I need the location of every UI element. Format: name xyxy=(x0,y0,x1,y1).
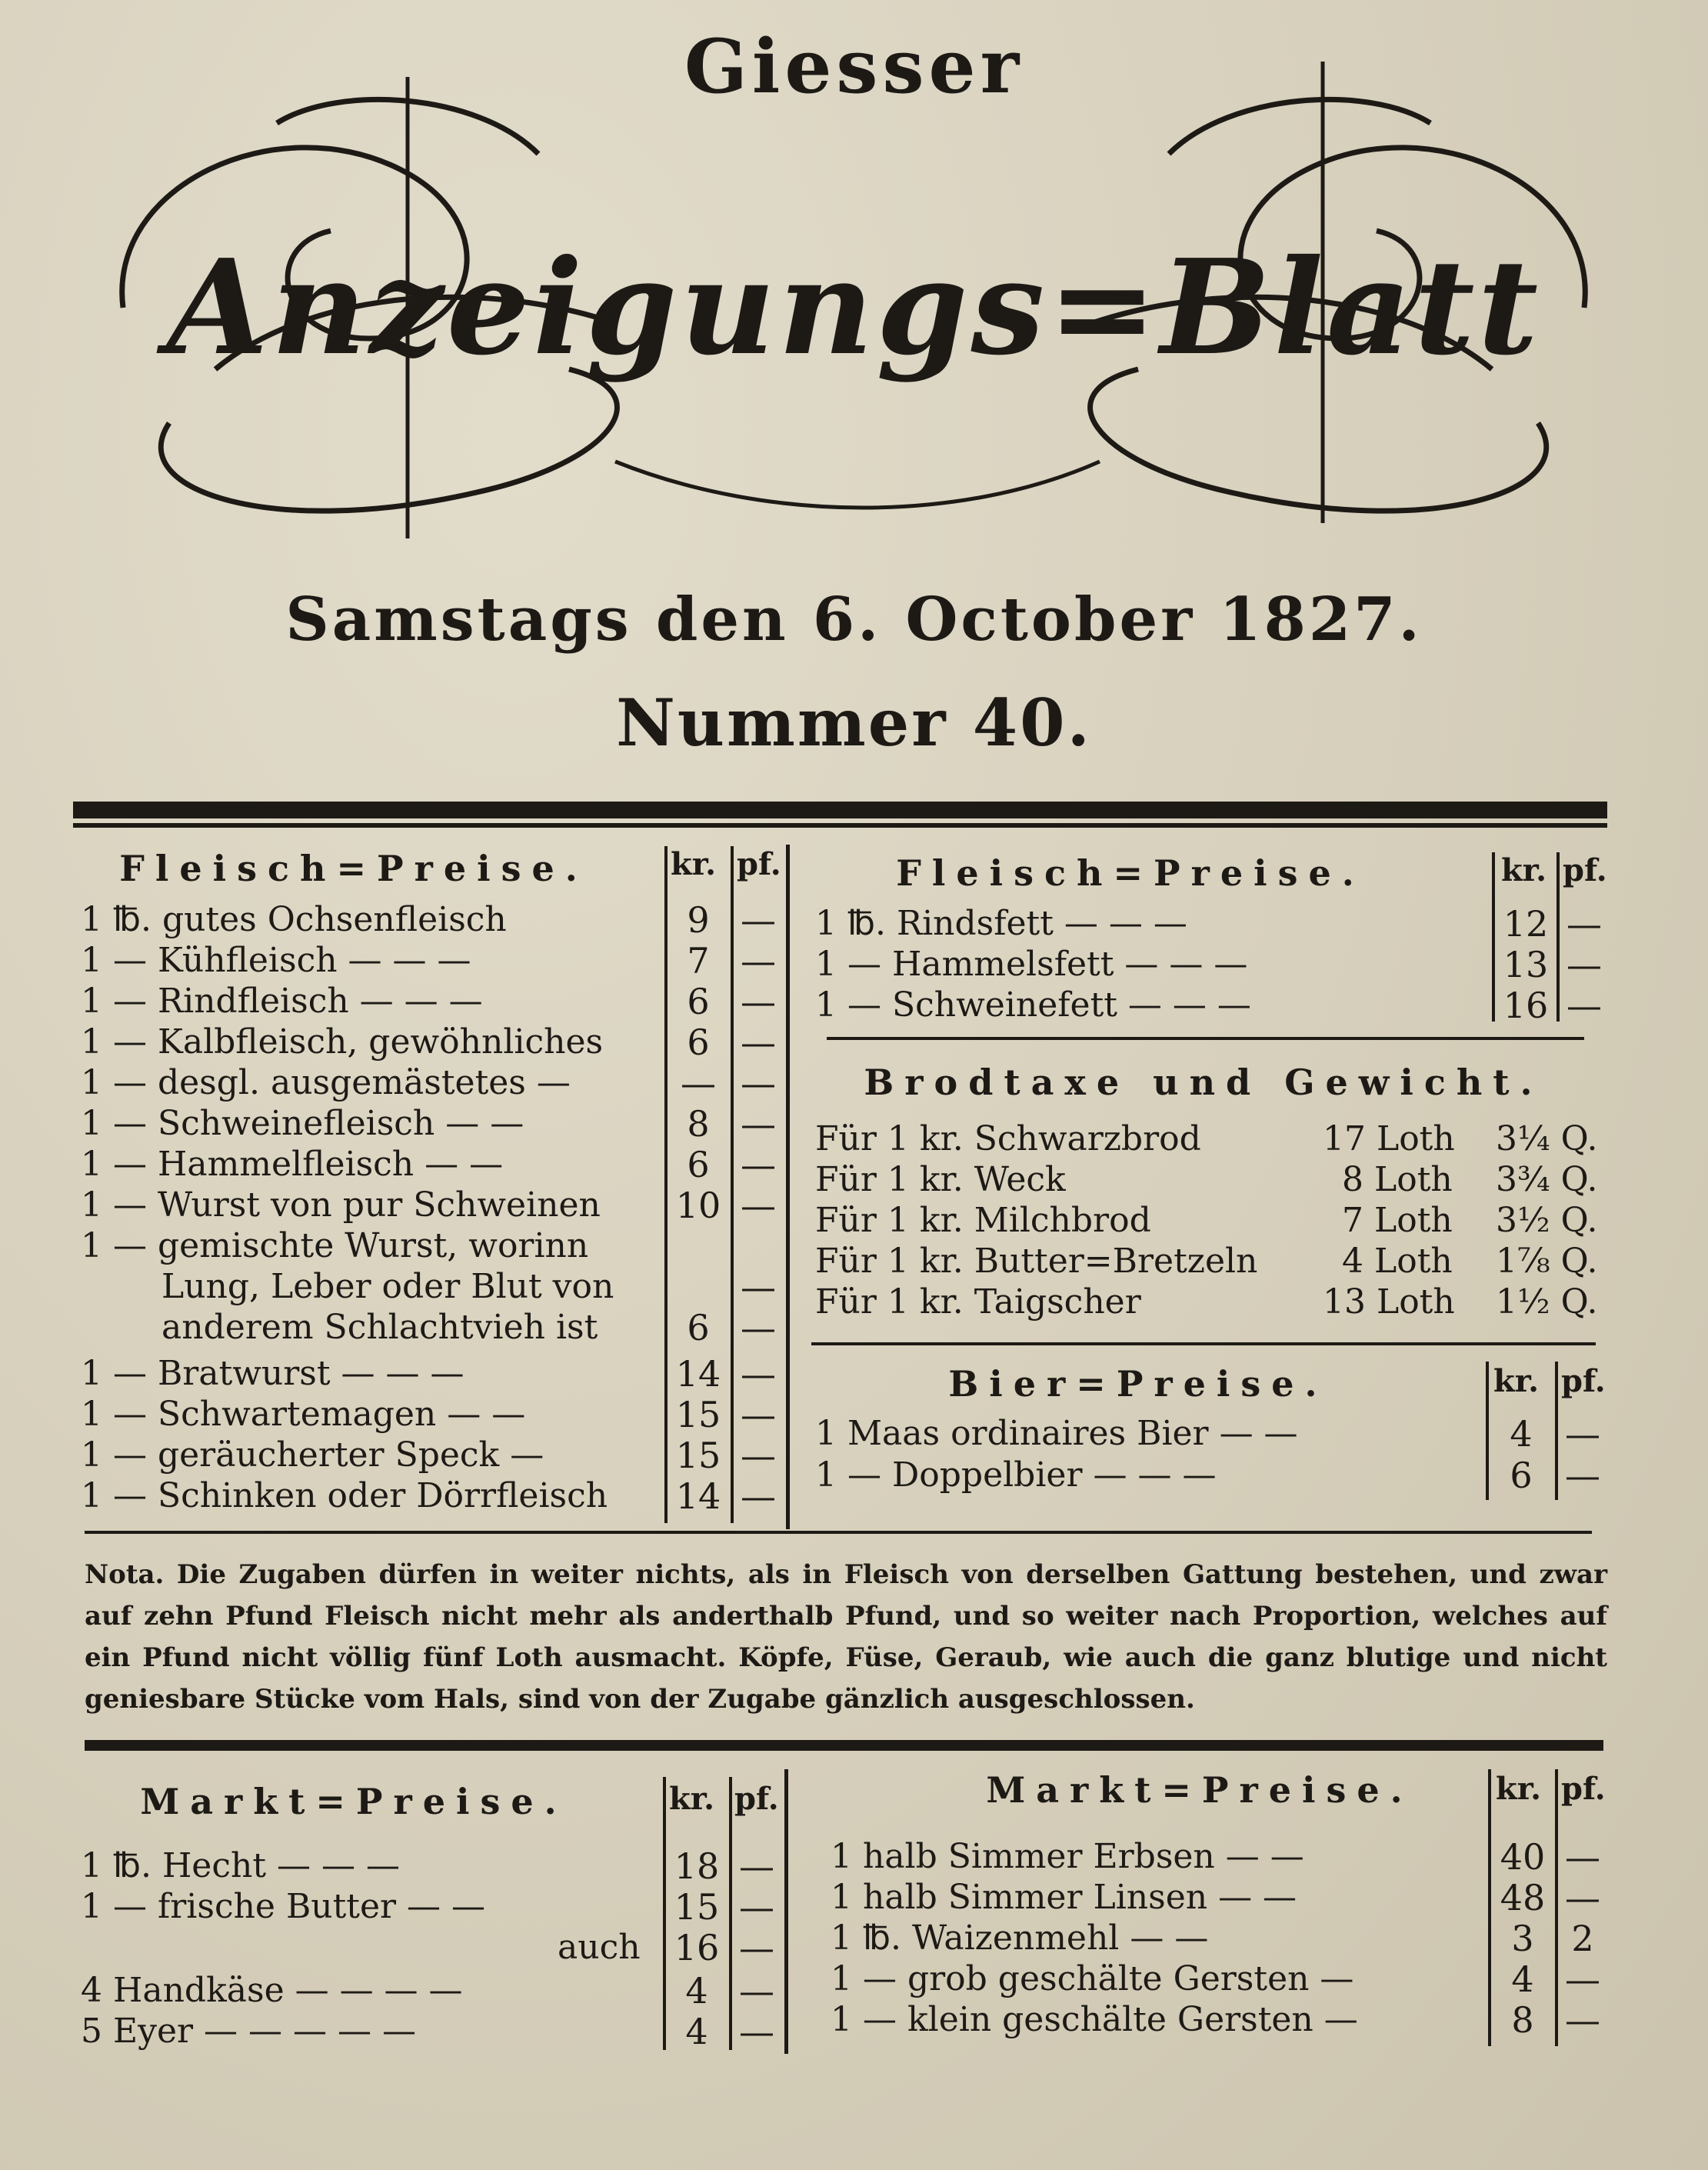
markt-right-row-label: 1 — grob geschälte Gersten — xyxy=(831,1959,1354,1998)
fleisch-left-title: Fleisch=Preise. xyxy=(119,848,588,889)
fleisch-left-row-pf: — xyxy=(741,1475,776,1517)
fleisch-left-row-pf: — xyxy=(741,899,776,941)
markt-left-row-kr: 15 xyxy=(674,1886,720,1928)
markt-left-row-label: 4 Handkäse — — — — xyxy=(81,1971,463,2010)
fleisch-left-row-kr: 9 xyxy=(687,899,710,941)
fleisch-left-row-pf: — xyxy=(741,1353,776,1395)
fleisch-left-row-pf: — xyxy=(741,1062,776,1104)
fleisch-left-row-label: 1 — Kalbfleisch, gewöhnliches xyxy=(81,1022,604,1062)
fleisch-left-row-kr: 6 xyxy=(687,1307,710,1348)
fleisch-left-row-label: Lung, Leber oder Blut von xyxy=(161,1267,614,1306)
fleisch-left-row-label: 1 — Schwartemagen — — xyxy=(81,1395,526,1434)
fleisch-left-row-kr: 7 xyxy=(687,940,710,982)
fleisch-left-row-pf: — xyxy=(741,1103,776,1145)
header-rule-thin xyxy=(73,823,1607,828)
markt-top-rule xyxy=(85,1740,1603,1751)
fleisch-left-row-pf: — xyxy=(741,1307,776,1348)
fleisch-left-row-kr: 14 xyxy=(675,1475,721,1517)
bier-row-kr: 4 xyxy=(1510,1413,1533,1455)
fleisch-left-row-label: 1 — Hammelfleisch — — xyxy=(81,1145,504,1184)
brod-top-rule xyxy=(827,1037,1584,1040)
markt-right-kr-header: kr. xyxy=(1496,1771,1542,1807)
fleisch-left-row-pf: — xyxy=(741,1394,776,1435)
markt-left-row-kr: 4 xyxy=(685,1970,708,2012)
brod-row-quentchen: 1⅞ Q. xyxy=(1496,1242,1598,1281)
markt-left-row-kr: 18 xyxy=(674,1845,720,1887)
brod-row-quentchen: 3¼ Q. xyxy=(1496,1119,1598,1158)
markt-left-row-label: 5 Eyer — — — — — xyxy=(81,2012,416,2051)
fleisch-left-row-pf: — xyxy=(741,1022,776,1063)
markt-right-row-kr: 4 xyxy=(1511,1958,1534,2000)
fleisch-right-row-kr: 13 xyxy=(1503,944,1549,985)
markt-left-row-pf: — xyxy=(739,2011,774,2052)
fleisch-left-row-kr: 6 xyxy=(687,1144,710,1185)
masthead-main-title: Anzeigungs=Blatt xyxy=(166,231,1542,385)
fleisch-left-row-kr: 15 xyxy=(675,1394,721,1435)
fleisch-left-row-kr: 14 xyxy=(675,1353,721,1395)
markt-right-row-pf: — xyxy=(1565,1958,1600,2000)
fleisch-left-row-pf: — xyxy=(741,981,776,1022)
brod-row-label: Für 1 kr. Schwarzbrod xyxy=(815,1119,1201,1158)
markt-left-row-label: 1 ℔. Hecht — — — xyxy=(81,1846,400,1885)
bier-row-kr: 6 xyxy=(1510,1455,1533,1496)
fleisch-left-row-label: 1 — desgl. ausgemästetes — xyxy=(81,1063,571,1102)
fleisch-left-row-label: 1 — Schweinefleisch — — xyxy=(81,1104,524,1143)
fleisch-right-divider-1 xyxy=(1492,852,1495,1022)
markt-left-kr-header: kr. xyxy=(669,1781,715,1817)
markt-right-row-label: 1 — klein geschälte Gersten — xyxy=(831,2000,1358,2039)
fleisch-left-row-label: 1 — geräucherter Speck — xyxy=(81,1435,544,1475)
fleisch-right-row-label: 1 — Schweinefett — — — xyxy=(815,985,1251,1025)
fleisch-left-row-pf: — xyxy=(741,940,776,982)
brod-row-quentchen: 1½ Q. xyxy=(1496,1282,1598,1322)
header-rule-thick xyxy=(73,802,1607,818)
brod-row-loth: 4 Loth xyxy=(1342,1242,1453,1281)
fleisch-left-row-pf: — xyxy=(741,1435,776,1476)
nota-paragraph: Nota. Die Zugaben dürfen in weiter nichts, als in Fleisch von derselben Gattung bestehen, und zwar auf zehn Pfund Fleisch nicht mehr als anderthalb Pfund, und so weiter nach Proportion, welches auf ein Pfund nicht völlig fünf Loth ausmacht. Köpfe, Füse, Geraub, wie auch die ganz blutige und nicht geniesbare Stücke vom Hals, sind von der Zugabe gänzlich ausgeschlossen. xyxy=(85,1559,1607,1715)
markt-right-row-kr: 3 xyxy=(1511,1918,1534,1959)
markt-left-row-label: 1 — frische Butter — — xyxy=(81,1887,486,1926)
markt-left-row-pf: — xyxy=(739,1927,774,1968)
fleisch-right-row-pf: — xyxy=(1566,944,1602,985)
dateline: Samstags den 6. October 1827. xyxy=(285,585,1423,655)
fleisch-left-divider-2 xyxy=(731,846,734,1523)
markt-left-divider-1 xyxy=(663,1777,666,2050)
markt-center-divider xyxy=(784,1769,788,2054)
fleisch-right-row-label: 1 ℔. Rindsfett — — — xyxy=(815,904,1187,943)
fleisch-left-row-label: 1 — gemischte Wurst, worinn xyxy=(81,1226,589,1265)
markt-right-row-label: 1 halb Simmer Erbsen — — xyxy=(831,1837,1304,1876)
fleisch-left-row-kr: 8 xyxy=(687,1103,710,1145)
fleisch-left-row-pf: — xyxy=(741,1144,776,1185)
brod-row-loth: 7 Loth xyxy=(1342,1201,1453,1240)
brod-row-quentchen: 3¾ Q. xyxy=(1496,1160,1598,1199)
fleisch-right-row-pf: — xyxy=(1566,985,1602,1026)
bier-row-pf: — xyxy=(1565,1455,1600,1496)
brod-row-label: Für 1 kr. Butter=Bretzeln xyxy=(815,1242,1258,1281)
issue-number: Nummer 40. xyxy=(616,685,1092,761)
brod-row-label: Für 1 kr. Weck xyxy=(815,1160,1066,1199)
fleisch-left-row-kr: 10 xyxy=(675,1185,721,1226)
markt-right-row-label: 1 ℔. Waizenmehl — — xyxy=(831,1918,1209,1958)
markt-left-title: Markt=Preise. xyxy=(140,1781,568,1822)
markt-left-row-kr: 16 xyxy=(674,1927,720,1968)
fleisch-left-row-pf: — xyxy=(741,1266,776,1308)
markt-right-pf-header: pf. xyxy=(1561,1771,1606,1807)
fleisch-left-row-kr: — xyxy=(681,1062,716,1104)
bier-divider-2 xyxy=(1555,1362,1558,1500)
brod-row-label: Für 1 kr. Milchbrod xyxy=(815,1201,1151,1240)
nota-top-rule xyxy=(85,1531,1592,1534)
fleisch-left-row-label: 1 ℔. gutes Ochsenfleisch xyxy=(81,900,507,939)
markt-right-row-kr: 8 xyxy=(1511,1999,1534,2041)
markt-left-row-pf: — xyxy=(739,1845,774,1887)
markt-right-row-pf: 2 xyxy=(1571,1918,1594,1959)
fleisch-left-kr-header: kr. xyxy=(671,846,717,882)
markt-right-row-kr: 40 xyxy=(1500,1836,1546,1878)
markt-right-divider-1 xyxy=(1488,1769,1491,2046)
bier-title: Bier=Preise. xyxy=(948,1363,1328,1405)
masthead-top-title: Giesser xyxy=(684,23,1024,110)
fleisch-left-row-label: 1 — Schinken oder Dörrfleisch xyxy=(81,1476,608,1515)
fleisch-left-row-label: 1 — Bratwurst — — — xyxy=(81,1354,464,1393)
markt-left-divider-2 xyxy=(729,1777,732,2050)
fleisch-left-row-label: anderem Schlachtvieh ist xyxy=(161,1308,598,1347)
fleisch-right-row-pf: — xyxy=(1566,903,1602,945)
fleisch-right-row-kr: 16 xyxy=(1503,985,1549,1026)
markt-left-row-label: auch xyxy=(558,1928,641,1967)
fleisch-left-row-pf: — xyxy=(741,1185,776,1226)
fleisch-right-kr-header: kr. xyxy=(1501,852,1547,888)
markt-right-row-pf: — xyxy=(1565,1836,1600,1878)
fleisch-left-row-label: 1 — Rindfleisch — — — xyxy=(81,982,483,1021)
fleisch-left-row-label: 1 — Kühfleisch — — — xyxy=(81,941,471,980)
markt-right-row-kr: 48 xyxy=(1500,1877,1546,1918)
markt-right-row-pf: — xyxy=(1565,1999,1600,2041)
markt-right-divider-2 xyxy=(1555,1769,1558,2046)
bier-divider-1 xyxy=(1486,1362,1489,1500)
markt-left-row-kr: 4 xyxy=(685,2011,708,2052)
bier-row-label: 1 — Doppelbier — — — xyxy=(815,1455,1217,1495)
brod-row-quentchen: 3½ Q. xyxy=(1496,1201,1598,1240)
markt-right-row-label: 1 halb Simmer Linsen — — xyxy=(831,1878,1297,1917)
fleisch-left-row-kr: 6 xyxy=(687,981,710,1022)
fleisch-left-row-kr: 6 xyxy=(687,1022,710,1063)
fleisch-left-pf-header: pf. xyxy=(737,846,781,882)
markt-left-pf-header: pf. xyxy=(734,1781,779,1817)
bier-row-label: 1 Maas ordinaires Bier — — xyxy=(815,1414,1298,1453)
center-column-divider xyxy=(786,845,790,1529)
fleisch-right-pf-header: pf. xyxy=(1563,852,1607,888)
markt-left-row-pf: — xyxy=(739,1970,774,2012)
fleisch-left-divider-1 xyxy=(664,846,668,1523)
brod-title: Brodtaxe und Gewicht. xyxy=(864,1062,1543,1103)
markt-right-row-pf: — xyxy=(1565,1877,1600,1918)
bier-top-rule xyxy=(811,1342,1596,1345)
bier-kr-header: kr. xyxy=(1493,1363,1540,1399)
fleisch-right-title: Fleisch=Preise. xyxy=(896,852,1365,894)
bier-pf-header: pf. xyxy=(1561,1363,1606,1399)
fleisch-left-row-label: 1 — Wurst von pur Schweinen xyxy=(81,1185,601,1225)
fleisch-right-row-label: 1 — Hammelsfett — — — xyxy=(815,945,1248,984)
brod-row-loth: 8 Loth xyxy=(1342,1160,1453,1199)
fleisch-right-row-kr: 12 xyxy=(1503,903,1549,945)
fleisch-right-divider-2 xyxy=(1557,852,1560,1022)
brod-row-loth: 17 Loth xyxy=(1323,1119,1455,1158)
brod-row-loth: 13 Loth xyxy=(1323,1282,1455,1322)
fleisch-left-row-kr: 15 xyxy=(675,1435,721,1476)
markt-left-row-pf: — xyxy=(739,1886,774,1928)
brod-row-label: Für 1 kr. Taigscher xyxy=(815,1282,1141,1322)
markt-right-title: Markt=Preise. xyxy=(986,1769,1413,1811)
bier-row-pf: — xyxy=(1565,1413,1600,1455)
